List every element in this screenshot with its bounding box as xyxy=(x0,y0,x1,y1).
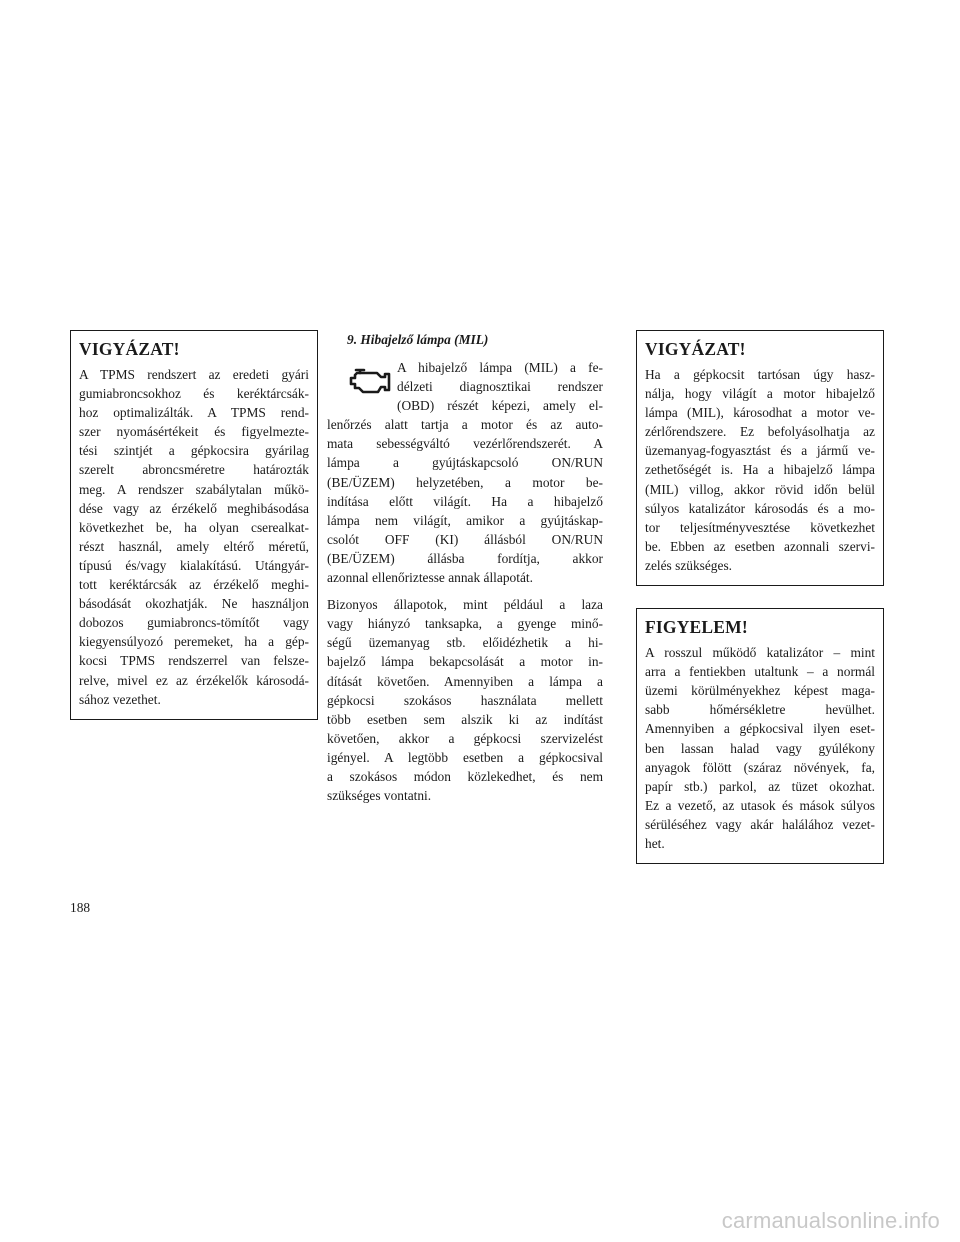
text-line: szer nyomásértékeit és figyelmezte- xyxy=(79,424,309,440)
text-line: azonnal ellenőriztesse annak állapotát. xyxy=(327,570,533,586)
text-line: dobozos gumiabroncs-tömítőt vagy xyxy=(79,615,309,631)
text-line: (BE/ÜZEM) állásba fordítja, akkor xyxy=(327,550,603,566)
text-line: követően, akkor a gépkocsi szervizelést xyxy=(327,730,603,746)
text-line: Amennyiben a gépkocsival ilyen eset- xyxy=(645,721,875,737)
text-line: vagy hiányzó tanksapka, a gyenge minő- xyxy=(327,616,603,632)
warning-text xyxy=(79,365,309,709)
check-engine-icon xyxy=(349,364,393,398)
text-line: lámpa (MIL), károsodhat a motor ve- xyxy=(645,405,875,421)
text-line: több esetben sem alszik ki az indítást xyxy=(327,711,603,727)
right-column xyxy=(636,330,884,864)
text-line: Ha a gépkocsit tartósan úgy hasz- xyxy=(645,367,875,382)
text-line: sához vezethet. xyxy=(79,691,161,707)
text-line: ségű üzemanyag stb. előidézhetik a hi- xyxy=(327,635,603,651)
text-line: Ez a vezető, az utasok és mások súlyos xyxy=(645,797,875,813)
text-line: anyagok fölött (száraz növények, fa, xyxy=(645,759,875,775)
caution-text xyxy=(645,643,875,853)
warning-title: VIGYÁZAT! xyxy=(79,339,180,359)
warning-text xyxy=(645,365,875,575)
text-line: szükséges vontatni. xyxy=(327,788,432,804)
text-line: (OBD) részét képezi, amely el- xyxy=(397,398,603,414)
text-line: dítását követően. Amennyiben a lámpa a xyxy=(327,673,603,689)
text-line: be. Ebben az esetben azonnali szervi- xyxy=(645,538,875,554)
text-line: délzeti diagnosztikai rendszer xyxy=(397,379,603,395)
text-line: a szokásos módon közlekedhet, és nem xyxy=(327,768,603,784)
text-line: tési szintjét a gépkocsira gyárilag xyxy=(79,443,309,459)
text-line: gépkocsi szokásos használata mellett xyxy=(327,692,603,708)
warning-box-mil xyxy=(636,330,884,586)
text-line: mata sebességváltó vezérlőrendszerét. A xyxy=(327,436,603,452)
text-line: szerelt abroncsméretre határozták xyxy=(79,462,309,478)
text-line: részt használ, amely eltérő méretű, xyxy=(79,538,309,554)
text-line: bajelző lámpa bekapcsolását a motor in- xyxy=(327,654,603,670)
text-line: het. xyxy=(645,835,665,851)
text-line: zérlőrendszere. Ez befolyásolhatja az xyxy=(645,424,875,440)
text-line: súlyos katalizátor károsodás és a mo- xyxy=(645,500,875,516)
text-line: nálja, hogy világít a motor hibajelző xyxy=(645,386,875,402)
text-line: A TPMS rendszert az eredeti gyári xyxy=(79,367,309,382)
text-line: lenőrzés alatt tartja a motor és az auto- xyxy=(327,417,603,433)
text-line: relve, mivel ez az érzékelők károsodá- xyxy=(79,672,309,688)
text-line: sérüléséhez vagy akár halálához vezet- xyxy=(645,816,875,832)
text-line: igényel. A legtöbb esetben a gépkocsival xyxy=(327,749,603,765)
text-line: csolót OFF (KI) állásból ON/RUN xyxy=(327,531,603,547)
page-number: 188 xyxy=(70,900,91,915)
watermark: carmanualsonline.info xyxy=(721,1208,940,1233)
caution-box-catalyst xyxy=(636,608,884,864)
text-line: meg. A rendszer szabálytalan műkö- xyxy=(79,481,309,497)
mil-paragraph xyxy=(327,358,603,587)
warning-box-tpms xyxy=(70,330,318,720)
middle-column xyxy=(327,330,603,813)
text-line: sabb hőmérsékletre hevülhet. xyxy=(645,702,875,718)
text-line: lámpa nem világít, amikor a gyújtáskap- xyxy=(327,512,603,528)
text-line: hoz optimalizálták. A TPMS rend- xyxy=(79,405,309,421)
text-line: kocsi TPMS rendszerrel van felsze- xyxy=(79,653,309,669)
text-line: gumiabroncsokhoz és keréktárcsák- xyxy=(79,386,309,402)
text-line: tor teljesítményvesztése következhet xyxy=(645,519,875,535)
text-line: (MIL) villog, akkor rövid időn belül xyxy=(645,481,875,497)
text-line: básodását okozhatják. Ne használjon xyxy=(79,596,309,612)
text-line: A rosszul működő katalizátor – mint xyxy=(645,645,875,661)
text-line: tott keréktárcsák az érzékelő meghi- xyxy=(79,577,309,593)
text-line: A hibajelző lámpa (MIL) a fe- xyxy=(397,360,603,375)
text-line: kiegyensúlyozó peremeket, ha a gép- xyxy=(79,634,309,650)
section-heading: 9. Hibajelző lámpa (MIL) xyxy=(347,332,489,347)
text-line: dése vagy az érzékelő meghibásodása xyxy=(79,500,309,516)
text-line: üzemanyag-fogyasztást és a jármű ve- xyxy=(645,443,875,459)
text-line: következhet be, ha olyan cserealkat- xyxy=(79,519,309,535)
text-line: papír stb.) parkol, az tüzet okozhat. xyxy=(645,778,875,794)
conditions-paragraph xyxy=(327,595,603,805)
text-line: típusú és/vagy kialakítású. Utángyár- xyxy=(79,557,309,573)
text-line: indítása előtt világít. Ha a hibajelző xyxy=(327,493,603,509)
text-line: zethetőségét is. Ha a hibajelző lámpa xyxy=(645,462,875,478)
caution-title: FIGYELEM! xyxy=(645,617,748,638)
text-line: üzemi körülményekhez képest maga- xyxy=(645,683,875,699)
text-line: (BE/ÜZEM) helyzetében, a motor be- xyxy=(327,474,603,490)
text-line: Bizonyos állapotok, mint például a laza xyxy=(327,597,603,613)
left-column xyxy=(70,330,318,720)
warning-title: VIGYÁZAT! xyxy=(645,339,746,359)
text-line: zelés szükséges. xyxy=(645,557,733,573)
text-line: ben lassan halad vagy gyúlékony xyxy=(645,740,875,756)
text-line: lámpa a gyújtáskapcsoló ON/RUN xyxy=(327,455,603,471)
text-line: arra a fentiekben utaltunk – a normál xyxy=(645,664,875,680)
